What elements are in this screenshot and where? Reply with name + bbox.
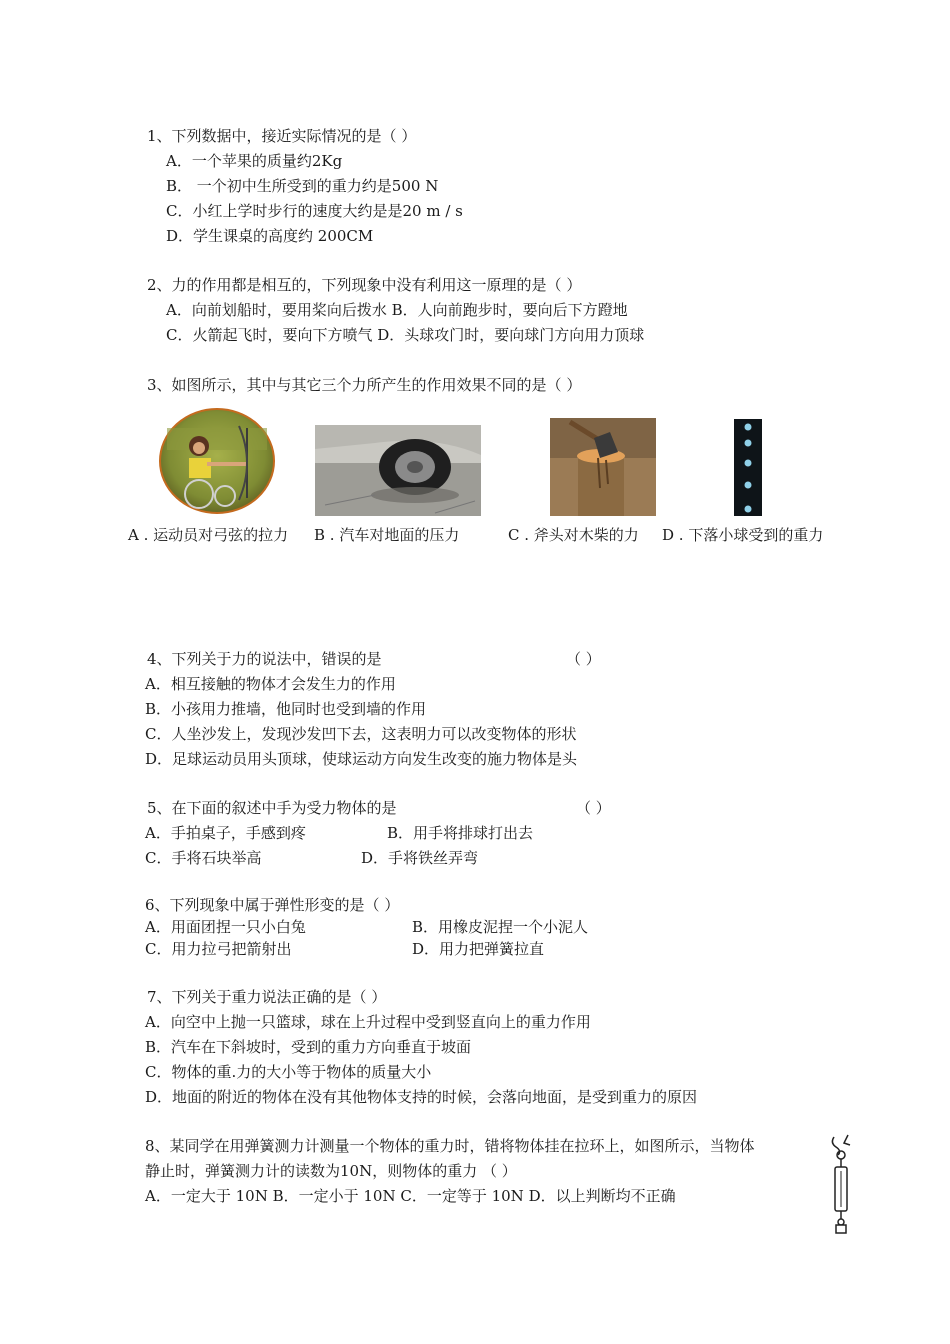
q7-option-b: B．汽车在下斜坡时，受到的重力方向垂直于坡面	[145, 1038, 472, 1056]
q7-option-d: D．地面的附近的物体在没有其他物体支持的时候，会落向地面，是受到重力的原因	[145, 1088, 698, 1106]
falling-ball-photo	[734, 419, 762, 516]
q4-option-a: A．相互接触的物体才会发生力的作用	[145, 675, 396, 693]
q6-option-b: B．用橡皮泥捏一个小泥人	[412, 918, 589, 936]
q4-option-d: D．足球运动员用头顶球，使球运动方向发生改变的施力物体是头	[145, 750, 578, 768]
q3-stem: 3、如图所示，其中与其它三个力所产生的作用效果不同的是（ ）	[147, 376, 582, 394]
q6-option-d: D．用力把弹簧拉直	[412, 940, 545, 958]
q7-stem: 7、下列关于重力说法正确的是（ ）	[147, 988, 387, 1006]
q2-options-cd: C．火箭起飞时，要向下方喷气 D．头球攻门时，要向球门方向用力顶球	[166, 326, 645, 344]
q7-option-c: C．物体的重.力的大小等于物体的质量大小	[145, 1063, 432, 1081]
car-tire-photo	[315, 425, 481, 516]
q4-answer-paren: （ ）	[566, 650, 601, 668]
caption-c: C . 斧头对木柴的力	[508, 526, 639, 544]
q8-stem-line2: 静止时，弹簧测力计的读数为10N，则物体的重力 （ ）	[145, 1162, 517, 1180]
q2-stem: 2、力的作用都是相互的，下列现象中没有利用这一原理的是（ ）	[147, 276, 582, 294]
q1-option-a: A．一个苹果的质量约2Kg	[166, 152, 343, 170]
q1-option-c: C．小红上学时步行的速度大约是是20 m / s	[166, 202, 463, 220]
q6-option-a: A．用面团捏一只小白兔	[145, 918, 306, 936]
q7-option-a: A．向空中上抛一只篮球，球在上升过程中受到竖直向上的重力作用	[145, 1013, 591, 1031]
caption-b: B . 汽车对地面的压力	[314, 526, 460, 544]
archer-photo	[159, 408, 275, 514]
q6-stem: 6、下列现象中属于弹性形变的是（ ）	[145, 896, 400, 914]
q5-option-d: D．手将铁丝弄弯	[361, 849, 479, 867]
q8-options: A．一定大于 10N B．一定小于 10N C．一定等于 10N D．以上判断均不正确	[145, 1187, 676, 1205]
q1-option-d: D．学生课桌的高度约 200CM	[166, 227, 374, 245]
q4-stem: 4、下列关于力的说法中，错误的是	[147, 650, 382, 668]
spring-scale-figure	[826, 1133, 858, 1235]
caption-d: D . 下落小球受到的重力	[662, 526, 824, 544]
q4-option-c: C．人坐沙发上，发现沙发凹下去，这表明力可以改变物体的形状	[145, 725, 577, 743]
q5-option-a: A．手拍桌子，手感到疼	[145, 824, 306, 842]
q5-option-c: C．手将石块举高	[145, 849, 262, 867]
q1-option-b: B． 一个初中生所受到的重力约是500 N	[166, 177, 439, 195]
q5-option-b: B．用手将排球打出去	[387, 824, 534, 842]
q5-answer-paren: （ ）	[576, 799, 611, 817]
q2-options-ab: A．向前划船时，要用桨向后拨水 B．人向前跑步时，要向后下方蹬地	[166, 301, 628, 319]
q6-option-c: C．用力拉弓把箭射出	[145, 940, 292, 958]
caption-a: A . 运动员对弓弦的拉力	[128, 526, 289, 544]
q5-stem: 5、在下面的叙述中手为受力物体的是	[147, 799, 397, 817]
q4-option-b: B．小孩用力推墙，他同时也受到墙的作用	[145, 700, 427, 718]
axe-wood-photo	[550, 418, 656, 516]
q1-stem: 1、下列数据中，接近实际情况的是（ ）	[147, 127, 417, 145]
q8-stem-line1: 8、某同学在用弹簧测力计测量一个物体的重力时，错将物体挂在拉环上，如图所示，当物体	[145, 1137, 755, 1155]
